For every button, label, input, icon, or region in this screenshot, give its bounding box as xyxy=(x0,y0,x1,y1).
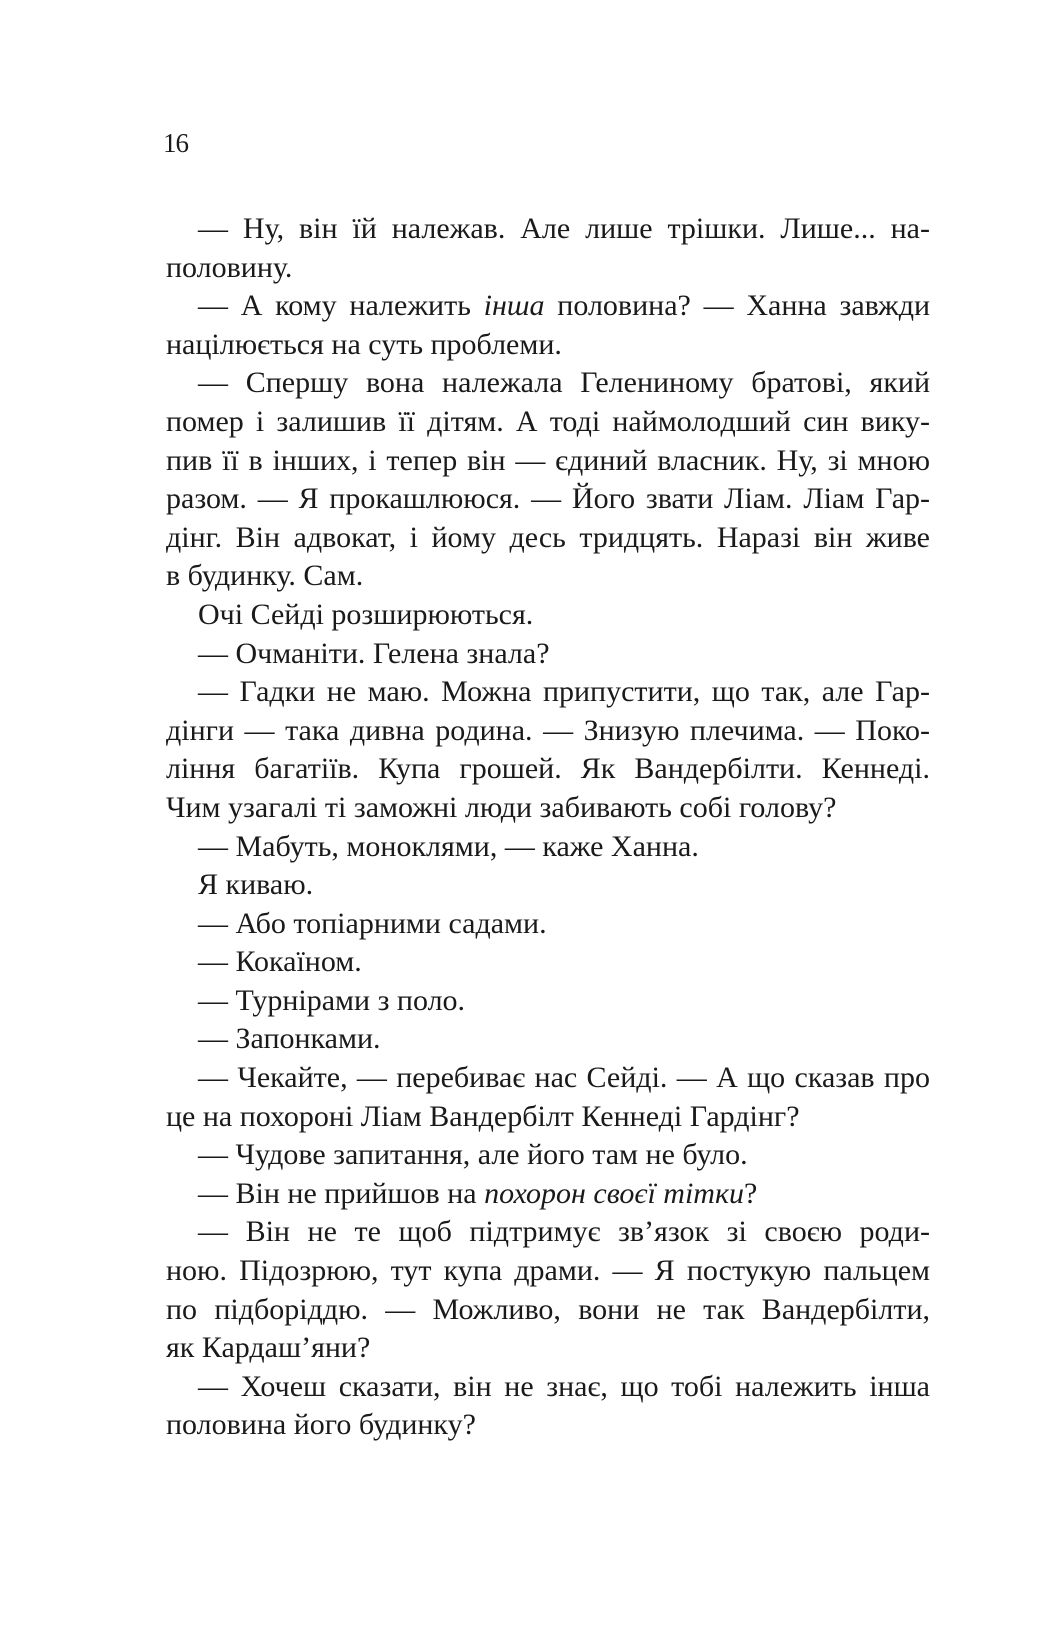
text-line: — Турнірами з поло. xyxy=(198,983,466,1017)
text-line: Очі Сейді розширюються. xyxy=(198,597,534,631)
text-line: — Він не прийшов на похорон своєї тітки? xyxy=(198,1176,758,1210)
text-line: як Кардаш’яни? xyxy=(166,1331,371,1365)
paragraph xyxy=(166,1175,930,1214)
paragraph xyxy=(166,943,930,982)
text-line: ління багатіїв. Купа грошей. Як Вандербілти. Кеннеді. xyxy=(166,752,930,786)
text-line: дінги — така дивна родина. — Знизую плечима. — Поко- xyxy=(166,713,930,747)
paragraph xyxy=(166,1213,930,1367)
text-line: — Хочеш сказати, він не знає, що тобі належить інша xyxy=(198,1369,930,1403)
text-line: націлюється на суть проблеми. xyxy=(166,327,562,361)
text-line: — Мабуть, моноклями, — каже Ханна. xyxy=(198,829,699,863)
text-line: — Кокаїном. xyxy=(198,945,362,979)
text-line: — Він не те щоб підтримує зв’язок зі своєю роди- xyxy=(198,1215,930,1249)
paragraph xyxy=(166,905,930,944)
text-line: — А кому належить інша половина? — Ханна завжди xyxy=(198,289,930,323)
text-line: це на похороні Ліам Вандербілт Кеннеді Гардінг? xyxy=(166,1099,800,1133)
text-line: разом. — Я прокашлююся. — Його звати Ліам. Ліам Гар- xyxy=(166,482,930,516)
italic-text: похорон своєї тітки xyxy=(484,1176,744,1210)
text-line: по підборіддю. — Можливо, вони не так Вандербілти, xyxy=(166,1292,930,1326)
paragraph xyxy=(166,982,930,1021)
text-line: дінг. Він адвокат, і йому десь тридцять. Наразі він живе xyxy=(166,520,930,554)
text-line: — Чудове запитання, але його там не було. xyxy=(198,1138,748,1172)
paragraph xyxy=(166,866,930,905)
paragraph xyxy=(166,635,930,674)
paragraph xyxy=(166,1136,930,1175)
text-line: половину. xyxy=(166,250,293,284)
paragraph xyxy=(166,1059,930,1136)
paragraph xyxy=(166,673,930,827)
text-line: — Запонками. xyxy=(198,1022,381,1056)
page-text xyxy=(166,210,930,1445)
text-line: половина його будинку? xyxy=(166,1408,476,1442)
paragraph xyxy=(166,596,930,635)
text-line: Я киваю. xyxy=(198,868,314,902)
paragraph xyxy=(166,1020,930,1059)
paragraph xyxy=(166,210,930,287)
paragraph xyxy=(166,1368,930,1445)
text-line: в будинку. Сам. xyxy=(166,559,364,593)
text-line: — Чекайте, — перебиває нас Сейді. — А що сказав про xyxy=(198,1061,930,1095)
text-line: ною. Підозрюю, тут купа драми. — Я постукую пальцем xyxy=(166,1254,930,1288)
text-line: — Гадки не маю. Можна припустити, що так, але Гар- xyxy=(198,675,930,709)
text-line: пив її в інших, і тепер він — єдиний власник. Ну, зі мною xyxy=(166,443,930,477)
text-line: — Або топіарними садами. xyxy=(198,906,547,940)
text-line: помер і залишив її дітям. А тоді наймолодший син вику- xyxy=(166,404,930,438)
paragraph xyxy=(166,828,930,867)
italic-text: інша xyxy=(483,289,545,323)
page-number: 16 xyxy=(163,128,188,158)
text-line: Чим узагалі ті заможні люди забивають собі голову? xyxy=(166,790,837,824)
paragraph xyxy=(166,287,930,364)
paragraph xyxy=(166,364,930,596)
text-line: — Ну, він їй належав. Але лише трішки. Лише... на- xyxy=(198,212,930,245)
text-line: — Очманіти. Гелена знала? xyxy=(198,636,550,670)
text-line: — Спершу вона належала Гелениному братові, який xyxy=(198,366,930,400)
